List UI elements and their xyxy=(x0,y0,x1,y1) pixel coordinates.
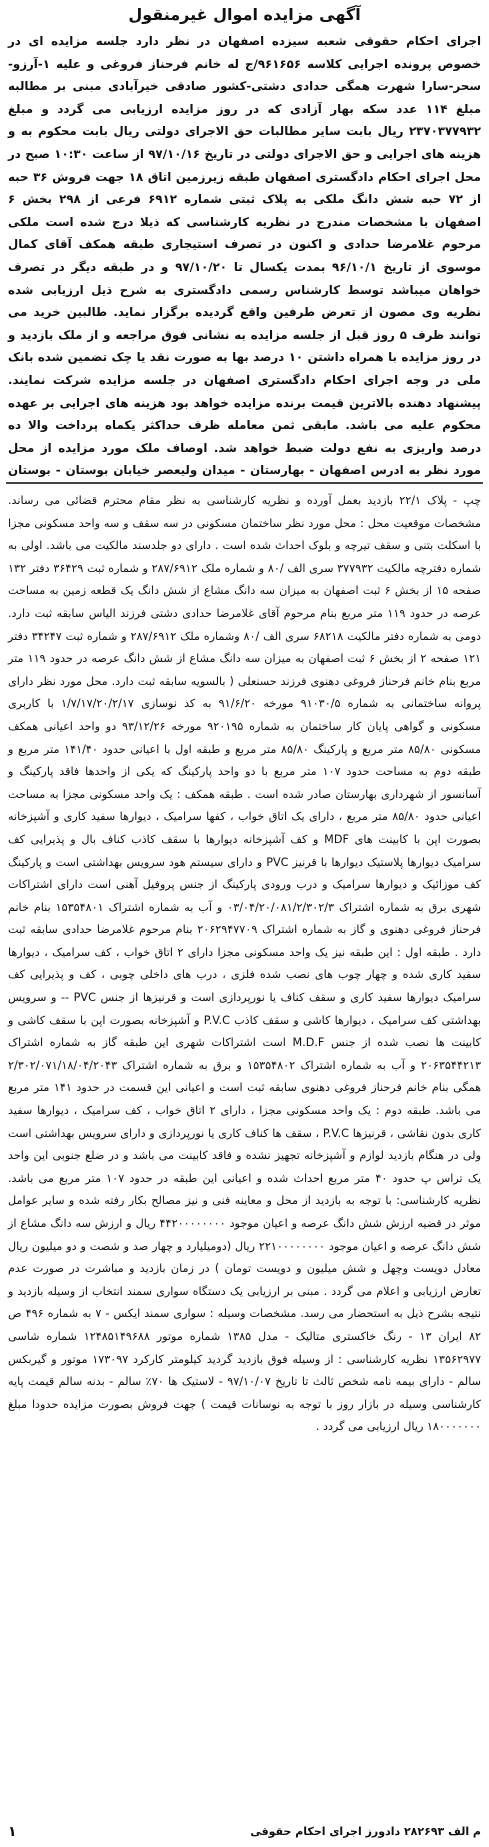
page-number: ۱ xyxy=(8,1824,17,1840)
notice-footer xyxy=(0,1823,489,1841)
signature-line: م الف ۲۸۲۶۹۳ دادورز اجرای احکام حقوقی xyxy=(250,1825,481,1838)
notice-paragraph-1: اجرای احکام حقوقی شعبه سیزده اصفهان در نظر دارد جلسه مزایده ای در خصوص پرونده اجرایی کلاسه ۹۶۱۶۵۶/ج له خانم فرحناز فروغی و علیه ۱-آرزو-سحر-سارا شهرت همگی حدادی دشتی-کشور صادقی خیرآبادی مبنی بر مطالبه مبلغ ۱۱۴ عدد سکه بهار آزادی که در روز مزایده ارزیابی می گردد و مبلغ ۲۳۷۰۳۷۷۹۳۲ ریال بابت سایر مطالبات حق الاجرای دولتی ریال بابت محکوم به و هزینه های اجرایی و حق الاجرای دولتی در تاریخ ۹۷/۱۰/۱۶ از ساعت ۱۰:۳۰ صبح در محل اجرای احکام دادگستری اصفهان طبقه زیرزمین اتاق ۱۸ جهت فروش ۳۶ حبه از ۷۲ حبه شش دانگ ملکی به پلاک ثبتی شماره ۶۹۱۲ فرعی از ۲۹۸ بخش ۶ اصفهان با مشخصات مندرج در نظریه کارشناسی که ذیلا درج شده است ملکی مرحوم غلامرضا حدادی و اکنون در تصرف استیجاری طبقه همکف آقای کمال موسوی از تاریخ ۹۶/۱۰/۱ بمدت یکسال تا ۹۷/۱۰/۲۰ و در طبقه دیگر در تصرف خواهان میباشد توسط کارشناس رسمی دادگستری به شرح ذیل ارزیابی شده نظریه وی مصون از تعرض طرفین واقع گردیده برگزار نماید. طالبین خرید می توانند ظرف ۵ روز قبل از جلسه مزایده به نشانی فوق مراجعه و از ملک بازدید و در روز مزایده با همراه داشتن ۱۰ درصد بها به صورت نقد یا چک تضمین شده بانک ملی در وجه اجرای احکام دادگستری اصفهان در جلسه مزایده شرکت نمایند. پیشنهاد دهنده بالاترین قیمت برنده مزایده خواهد بود هزینه های اجرایی بر عهده محکوم علیه می باشد. مابقی ثمن معامله ظرف حداکثر یکماه پرداخت والا ده درصد واریزی به نفع دولت ضبط خواهد شد. اوصاف ملک مورد مزایده از محل مورد نظر به ادرس اصفهان - بهارستان - میدان ولیعصر خیابان بوستان - بوستان xyxy=(8,34,481,478)
notice-paragraph-2: چپ - پلاک ۲۲/۱ بازدید بعمل آورده و نظریه کارشناسی به نظر مقام محترم قضائی می رساند. مشخصات موقعیت محل : محل مورد نظر ساختمان مسکونی در سه سقف و سه واحد مسکونی مجزا با اسکلت بتنی و سقف تیرچه و بلوک احداث شده است . دارای دو جلدسند مالکیت می باشد. اولی به شماره دفترچه مالکیت ۳۷۷۹۳۲ سری الف /۸۰ و شماره ملک ۲۸۷/۶۹۱۲ و شماره ثبت ۳۶۴۲۹ دفتر ۱۳۲ صفحه ۱۵ از بخش ۶ ثبت اصفهان به میزان سه دانگ مشاع از شش دانگ یک قطعه زمین به مساحت عرصه در حدود ۱۱۹ متر مربع بنام مرحوم آقای غلامرضا حدادی دشتی فرزند الیاس سابقه ثبت دارد. دومی به شماره دفتر مالکیت ۶۸۲۱۸ سری الف /۸۰ وشماره ملک ۲۸۷/۶۹۱۲ و شماره ثبت ۳۴۲۴۷ دفتر ۱۲۱ صفحه ۲ از بخش ۶ ثبت اصفهان به میزان سه دانگ مشاع از شش دانگ عرصه در حدود ۱۱۹ متر مربع بنام خانم فرحناز فروغی دهنوی فرزند حسنعلی ( بالسویه سابقه ثبت دارد. محل مورد نظر دارای پروانه ساختمانی به شماره ۹۱۰۳۰/۵ مورخه ۹۱/۶/۲۰ به کد نوسازی ۱/۷/۱۷/۲۰/۲/۱۷ با کاربری مسکونی و گواهی پایان کار ساختمان به شماره ۹۲۰۱۹۵ مورخه ۹۳/۱۲/۲۶ دو واحد اعیانی همکف مسکونی ۸۵/۸۰ متر مربع و پارکینگ ۸۵/۸۰ متر مربع و طبقه اول با اعیانی حدود ۱۴۱/۴۰ متر مربع و طبقه دوم به مساحت حدود ۱۰۷ متر مربع با دو واحد پارکینگ که یکی از واحدها فاقد پارکینگ و آسانسور از شهرداری بهارستان صادر شده است . طبقه همکف : یک واحد مسکونی مجزا به مساحت اعیانی حدود ۸۵/۸۰ متر مربع ، دارای یک اتاق خواب ، کفها سرامیک ، دیوارها سفید کاری و آشپزخانه بصورت اپن با کابینت های MDF و کف آشپزخانه دیوارها با سقف کاذب کناف بال و پذیرایی کف سرامیک دیوارها پلاستیک دیوارها با قرنیز PVC و دارای سیستم هود سرویس بهداشتی است و پارکینگ کف موزائیک و دیوارها سرامیک و درب ورودی پارکینگ از جنس پروفیل آهنی است دارای اشتراکات شهری برق به شماره اشتراک ۰۳/۰۴/۲۰/۰۸۱/۲/۳۰۲/۳ و آب به شماره اشتراک ۱۵۳۵۴۸۰۱ بنام خانم فرحناز فروغی دهنوی و گاز به شماره اشتراک ۲۰۶۲۹۴۷۷۰۹ بنام مرحوم غلامرضا حدادی سابقه ثبت دارد . طبقه اول : این طبقه نیز یک واحد مسکونی مجزا دارای ۲ اتاق خواب ، کف سرامیک ، دیوارها سفید کاری شده و چهار چوب های نصب شده فلزی ، درب های داخلی چوبی ، کف و پذیرایی کف سرامیک دیوارها سفید کاری و سقف کناف یا نورپردازی است و قرنیزها از جنس PVC -- و سرویس بهداشتی کف سرامیک ، دیوارها کاشی و سقف کاذب P.V.C و آشپزخانه بصورت اپن با سقف کاشی و کابینت ها نصب شده از جنس M.D.F است اشتراکات شهری این طبقه گاز به شماره اشتراک ۲۰۶۳۵۴۴۲۱۳ و آب به شماره اشتراک ۱۵۳۵۴۸۰۲ و برق به شماره اشتراک ۲/۳۰۲/۰۷۱/۱۸/۰۴/۲۰۴۳ همگی بنام خانم فرحناز فروغی دهنوی سابقه ثبت است و اعیانی این قسمت در حدود ۱۴۱ متر مربع می باشد. طبقه دوم : یک واحد مسکونی مجزا ، دارای ۲ اتاق خواب ، کف سرامیک ، دیوارها سفید کاری بدون نقاشی ، قرنیزها P.V.C ، سقف ها کناف کاری یا نورپردازی و دارای سرویس بهداشتی است ولی در هنگام بازدید لوازم و آشپزخانه تجهیز نشده و فاقد کابینت می باشد و در ضلع جنوبی این واحد یک تراس پ حدود ۴۰ متر مربع احداث شده و اعیانی این طبقه در حدود ۱۰۷ متر مربع می باشد. نظریه کارشناسی: با توجه به بازدید از محل و معاینه فنی و نیز مصالح بکار رفته شده و سایر عوامل موثر در قضیه ارزش شش دانگ عرصه و اعیان موجود ۴۴۲۰۰۰۰۰۰۰۰ ریال و ارزش سه دانگ مشاع از شش دانگ عرصه و اعیان موجود ۲۲۱۰۰۰۰۰۰۰۰ ریال (دومیلیارد و چهار صد و شصت و دو میلیون ریال معادل دویست وچهل و شش میلیون و دویست تومان ) در زمان بازدید و مباشرت در صورت عدم تعارض ارزیابی و اعلام می گردد . مبنی بر ارزیابی یک دستگاه سواری سمند انتخاب از وسیله بازدید و نتیجه بشرح ذیل به استحضار می رسد. مشخصات وسیله : سواری سمند ایکس - ۷ به شماره ۴۹۶ ص ۸۲ ایران ۱۳ - رنگ خاکستری متالیک - مدل ۱۳۸۵ شماره موتور ۱۲۴۸۵۱۴۹۶۸۸ شماره شاسی ۱۳۵۶۲۹۷۷ نظریه کارشناسی : از وسیله فوق بازدید گردید کیلومتر کارکرد ۱۷۳۰۹۷ موتور و گیربکس سالم - دارای بیمه نامه شخص ثالث تا تاریخ ۹۷/۱۰/۰۷ - لاستیک ها ۷۰٪ سالم - بدنه سالم قیمت پایه کارشناسی وسیله در بازار روز با توجه به نوسانات قیمت ) جهت فروش بصورت مزایده حدودا مبلغ ۱۸۰۰۰۰۰۰۰ ریال ارزیابی می گردد . xyxy=(8,494,482,1434)
notice-title: آگهی مزایده اموال غیرمنقول xyxy=(128,5,361,24)
